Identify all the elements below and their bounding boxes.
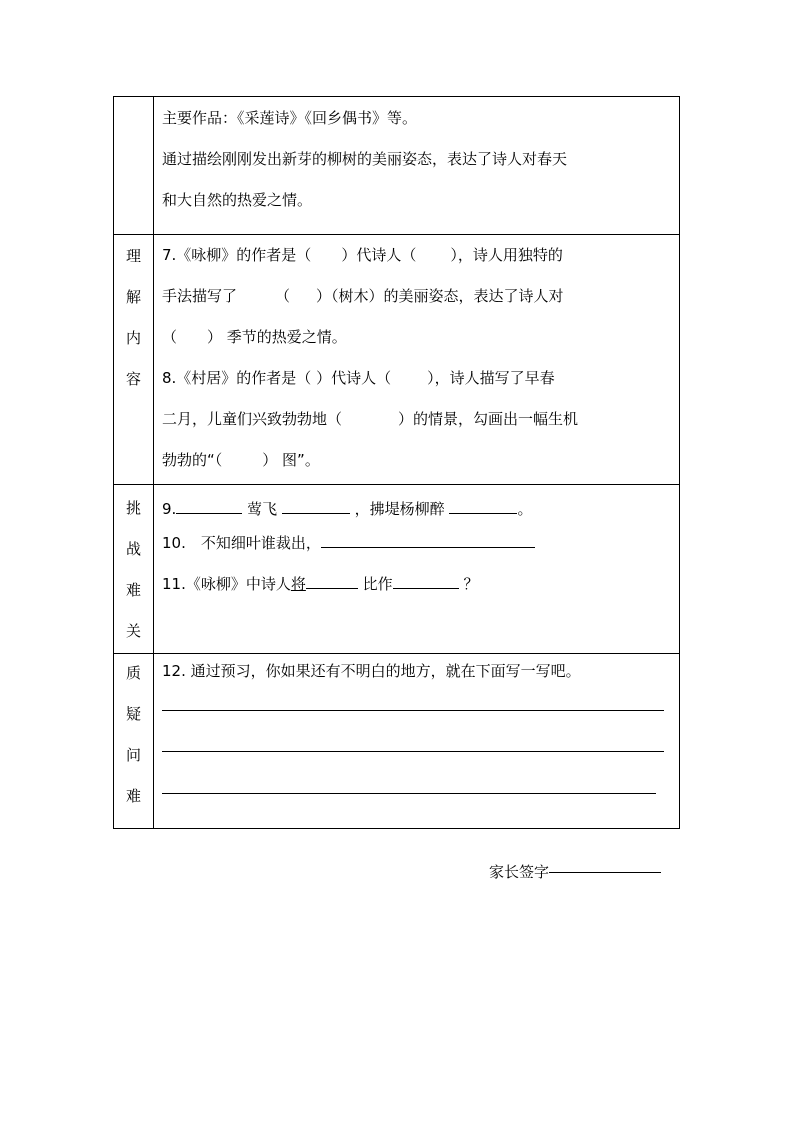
- writing-line[interactable]: [162, 793, 656, 794]
- question-12: 12. 通过预习，你如果还有不明白的地方，就在下面写一写吧。: [162, 662, 581, 680]
- question-11: 11.《咏柳》中诗人将 比作 ？: [162, 575, 479, 593]
- intro-line-2: 通过描绘刚刚发出新芽的柳树的美丽姿态，表达了诗人对春天: [162, 150, 568, 168]
- answer-blank[interactable]: [306, 574, 358, 589]
- row-label-empty: [114, 97, 154, 234]
- label-char: 关: [125, 622, 141, 640]
- question-7-line-3: （ ） 季节的热爱之情。: [162, 328, 347, 346]
- label-char: 质: [125, 664, 141, 682]
- row-questions: [114, 654, 679, 828]
- worksheet-table: [113, 96, 680, 829]
- label-char: 解: [125, 288, 141, 306]
- answer-blank[interactable]: [176, 499, 242, 514]
- writing-line[interactable]: [162, 751, 664, 752]
- answer-blank[interactable]: [393, 574, 459, 589]
- question-9: 9. 莺飞 ，拂堤杨柳醉 。: [162, 500, 533, 518]
- label-char: 内: [125, 329, 141, 347]
- label-char: 战: [125, 540, 141, 558]
- question-10: 10. 不知细叶谁裁出，: [162, 533, 535, 553]
- label-char: 难: [125, 581, 141, 599]
- intro-line-1: 主要作品：《采莲诗》《回乡偶书》等。: [162, 109, 418, 127]
- answer-blank[interactable]: [449, 499, 517, 514]
- row-label-challenge: [114, 485, 154, 653]
- row-label-understanding: [114, 235, 154, 484]
- label-char: 容: [125, 370, 141, 388]
- question-8-line-2: 二月，儿童们兴致勃勃地（ ）的情景，勾画出一幅生机: [162, 410, 579, 428]
- answer-blank[interactable]: [282, 499, 350, 514]
- row-author-intro: [114, 97, 679, 235]
- question-7-line-2: 手法描写了 （ ）（树木）的美丽姿态，表达了诗人对: [162, 287, 564, 305]
- intro-line-3: 和大自然的热爱之情。: [162, 191, 313, 209]
- row-understanding: [114, 235, 679, 485]
- parent-signature: [489, 862, 661, 882]
- writing-line[interactable]: [162, 710, 664, 711]
- signature-line[interactable]: [549, 872, 661, 873]
- question-8-line-3: 勃勃的“（ ） 图”。: [162, 451, 320, 469]
- label-char: 理: [125, 247, 141, 265]
- question-7-line-1: 7.《咏柳》的作者是（ ）代诗人（ ），诗人用独特的: [162, 246, 563, 264]
- answer-blank[interactable]: [321, 533, 535, 548]
- row-challenge: [114, 485, 679, 654]
- question-8-line-1: 8.《村居》的作者是（ ）代诗人（ ），诗人描写了早春: [162, 369, 555, 387]
- label-char: 疑: [125, 705, 141, 723]
- label-char: 挑: [125, 499, 141, 517]
- label-char: 难: [125, 787, 141, 805]
- row-label-questions: [114, 654, 154, 828]
- label-char: 问: [125, 746, 141, 764]
- signature-label: 家长签字: [489, 863, 550, 881]
